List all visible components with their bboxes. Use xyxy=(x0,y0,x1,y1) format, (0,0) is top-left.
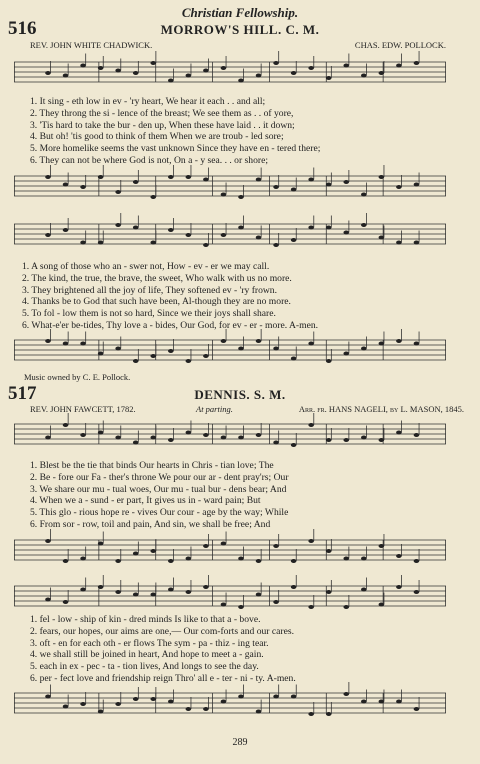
note-head xyxy=(308,342,314,346)
note-head xyxy=(45,436,51,440)
note-head xyxy=(361,74,367,78)
note-head xyxy=(396,339,402,343)
note-head xyxy=(343,605,349,609)
note-head xyxy=(273,243,279,247)
tune-title-516: MORROW'S HILL. C. M. xyxy=(160,22,320,37)
note-head xyxy=(98,175,104,179)
verse-line: 1. fel - low - ship of kin - dred minds Is like to that a - bove. xyxy=(30,614,261,625)
note-head xyxy=(203,69,209,73)
note-head xyxy=(308,605,314,609)
note-head xyxy=(256,593,262,597)
note-head xyxy=(414,183,420,187)
note-head xyxy=(150,241,156,245)
note-head xyxy=(186,590,192,594)
note-head xyxy=(343,438,349,442)
note-head xyxy=(63,423,69,427)
page-number: 289 xyxy=(232,737,248,748)
note-head xyxy=(115,590,121,594)
note-head xyxy=(221,603,227,607)
verse-line: 6. What-e'er be-tides, Thy love a - bides, Our God, for ev - er - more. A-men. xyxy=(22,319,319,331)
note-head xyxy=(80,433,86,437)
note-head xyxy=(238,557,244,561)
note-head xyxy=(80,342,86,346)
note-head xyxy=(168,175,174,179)
note-head xyxy=(203,707,209,711)
note-head xyxy=(203,243,209,247)
note-head xyxy=(238,347,244,351)
note-head xyxy=(168,228,174,232)
note-head xyxy=(361,223,367,227)
note-head xyxy=(256,559,262,563)
note-head xyxy=(115,69,121,73)
music-staff-516-bass-2 xyxy=(14,334,446,368)
lyrics-516-part2 xyxy=(22,261,318,332)
note-head xyxy=(308,66,314,70)
verse-line: 3. We share our mu - tual woes, Our mu - tual bur - dens bear; And xyxy=(30,483,287,495)
note-head xyxy=(308,178,314,182)
note-head xyxy=(273,544,279,548)
note-head xyxy=(45,71,51,75)
verse-line: 4. When we a - sund - er part, It gives us in - ward pain; But xyxy=(30,495,261,507)
occasion-note-517: At parting. xyxy=(196,404,233,414)
note-head xyxy=(186,175,192,179)
verse-line: 5. This glo - rious hope re - vives Our cour - age by the way; While xyxy=(30,507,289,519)
verse-line: 3. They brightened all the joy of life, They softened ev - 'ry frown. xyxy=(22,284,278,296)
note-head xyxy=(361,436,367,440)
note-head xyxy=(361,588,367,592)
verse-line: 5. More homelike seems the vast unknown Since they have en - tered there; xyxy=(30,143,321,155)
note-head xyxy=(361,347,367,351)
note-head xyxy=(133,180,139,184)
note-head xyxy=(256,710,262,714)
note-head xyxy=(203,178,209,182)
note-head xyxy=(361,557,367,561)
note-head xyxy=(414,61,420,65)
note-head xyxy=(238,226,244,230)
note-head xyxy=(80,557,86,561)
note-head xyxy=(379,700,385,704)
note-head xyxy=(273,441,279,445)
note-head xyxy=(98,352,104,356)
note-head xyxy=(379,175,385,179)
note-head xyxy=(80,588,86,592)
note-head xyxy=(168,700,174,704)
music-staff-517-treble-1 xyxy=(14,418,446,452)
note-head xyxy=(63,228,69,232)
verse-line: 3. oft - en for each oth - er flows The sym - pa - thiz - ing tear. xyxy=(30,637,269,649)
note-head xyxy=(291,585,297,589)
verse-line: 2. They throng the si - lence of the breast; We see them as . . of yore, xyxy=(30,107,294,119)
verse-line: 4. Thanks be to God that such have been, Al-though they are no more. xyxy=(22,296,291,308)
note-head xyxy=(63,183,69,187)
note-head xyxy=(379,603,385,607)
note-head xyxy=(273,61,279,65)
music-staff-516-bass-1 xyxy=(14,170,446,204)
note-head xyxy=(326,359,332,363)
note-head xyxy=(414,590,420,594)
note-head xyxy=(221,66,227,70)
note-head xyxy=(273,185,279,189)
music-credit-516: CHAS. EDW. POLLOCK. xyxy=(354,40,446,50)
note-head xyxy=(45,539,51,543)
note-head xyxy=(238,695,244,699)
note-head xyxy=(379,438,385,442)
note-head xyxy=(291,443,297,447)
note-head xyxy=(326,183,332,187)
note-head xyxy=(221,700,227,704)
verse-line: 1. Blest be the tie that binds Our hearts in Chris - tian love; The xyxy=(30,460,274,471)
note-head xyxy=(203,585,209,589)
note-head xyxy=(186,431,192,435)
note-head xyxy=(186,707,192,711)
note-head xyxy=(414,433,420,437)
note-head xyxy=(150,61,156,65)
music-staff-517-bass-2 xyxy=(14,687,446,721)
verse-line: 1. It sing - eth low in ev - 'ry heart, We hear it each . . and all; xyxy=(30,96,266,107)
note-head xyxy=(256,433,262,437)
note-head xyxy=(150,195,156,199)
note-head xyxy=(186,74,192,78)
note-head xyxy=(308,423,314,427)
note-head xyxy=(63,600,69,604)
verse-line: 6. They can not be where God is not, On a - y sea. . . or shore; xyxy=(30,154,269,166)
note-head xyxy=(115,559,121,563)
note-head xyxy=(326,76,332,80)
note-head xyxy=(326,712,332,716)
note-head xyxy=(186,359,192,363)
note-head xyxy=(221,193,227,197)
note-head xyxy=(203,433,209,437)
note-head xyxy=(80,185,86,189)
note-head xyxy=(168,79,174,83)
lyrics-517-part1 xyxy=(30,460,289,531)
words-credit-516: REV. JOHN WHITE CHADWICK. xyxy=(30,40,153,50)
verse-line: 2. fears, our hopes, our aims are one,— Our com-forts and our cares. xyxy=(30,625,295,637)
note-head xyxy=(168,588,174,592)
note-head xyxy=(80,64,86,68)
note-head xyxy=(343,64,349,68)
note-head xyxy=(133,226,139,230)
verse-line: 2. Be - fore our Fa - ther's throne We pour our ar - dent pray'rs; Our xyxy=(30,471,289,483)
note-head xyxy=(98,66,104,70)
note-head xyxy=(150,436,156,440)
hymn-number-517: 517 xyxy=(8,383,37,404)
note-head xyxy=(203,354,209,358)
note-head xyxy=(326,590,332,594)
running-head: Christian Fellowship. xyxy=(181,5,299,20)
note-head xyxy=(133,552,139,556)
note-head xyxy=(343,692,349,696)
note-head xyxy=(256,236,262,240)
verse-line: 6. per - fect love and friendship reign Thro' all e - ter - ni - ty. A-men. xyxy=(30,672,296,684)
note-head xyxy=(379,342,385,346)
note-head xyxy=(45,695,51,699)
note-head xyxy=(238,79,244,83)
note-head xyxy=(379,544,385,548)
note-head xyxy=(221,542,227,546)
note-head xyxy=(115,436,121,440)
tune-title-517: DENNIS. S. M. xyxy=(194,387,286,402)
note-head xyxy=(238,605,244,609)
note-head xyxy=(326,549,332,553)
verse-line: 6. From sor - row, toil and pain, And sin, we shall be free; And xyxy=(30,518,271,530)
note-head xyxy=(80,702,86,706)
note-head xyxy=(396,241,402,245)
note-head xyxy=(273,695,279,699)
note-head xyxy=(221,436,227,440)
note-head xyxy=(396,554,402,558)
note-head xyxy=(308,226,314,230)
note-head xyxy=(133,593,139,597)
note-head xyxy=(115,702,121,706)
note-head xyxy=(326,226,332,230)
music-ownership-note: Music owned by C. E. Pollock. xyxy=(24,372,131,382)
note-head xyxy=(133,71,139,75)
lyrics-516-part1 xyxy=(30,96,320,167)
note-head xyxy=(150,354,156,358)
note-head xyxy=(379,71,385,75)
note-head xyxy=(256,339,262,343)
note-head xyxy=(133,359,139,363)
note-head xyxy=(45,233,51,237)
note-head xyxy=(291,357,297,361)
note-head xyxy=(45,175,51,179)
note-head xyxy=(63,559,69,563)
note-head xyxy=(343,352,349,356)
note-head xyxy=(98,431,104,435)
note-head xyxy=(291,71,297,75)
verse-line: 4. we shall still be joined in heart, And hope to meet a - gain. xyxy=(30,649,264,661)
note-head xyxy=(256,74,262,78)
note-head xyxy=(133,697,139,701)
note-head xyxy=(343,557,349,561)
words-credit-517: REV. JOHN FAWCETT, 1782. xyxy=(30,404,136,414)
note-head xyxy=(238,436,244,440)
note-head xyxy=(291,695,297,699)
note-head xyxy=(168,438,174,442)
note-head xyxy=(45,598,51,602)
note-head xyxy=(379,236,385,240)
note-head xyxy=(98,585,104,589)
note-head xyxy=(291,238,297,242)
note-head xyxy=(291,559,297,563)
note-head xyxy=(150,593,156,597)
note-head xyxy=(221,233,227,237)
note-head xyxy=(115,223,121,227)
note-head xyxy=(414,559,420,563)
verse-line: 1. A song of those who an - swer not, How - ev - er we may call. xyxy=(22,261,270,272)
note-head xyxy=(343,180,349,184)
note-head xyxy=(63,705,69,709)
note-head xyxy=(396,64,402,68)
verse-line: 5. each in ex - pec - ta - tion lives, And longs to see the day. xyxy=(30,661,259,673)
note-head xyxy=(45,339,51,343)
note-head xyxy=(361,700,367,704)
note-head xyxy=(273,347,279,351)
note-head xyxy=(98,710,104,714)
note-head xyxy=(361,193,367,197)
music-staff-517-treble-2 xyxy=(14,580,446,614)
note-head xyxy=(396,431,402,435)
music-credit-517: Arr. fr. HANS NAGELI, by L. MASON, 1845. xyxy=(298,404,464,414)
note-head xyxy=(326,438,332,442)
note-head xyxy=(414,707,420,711)
note-head xyxy=(186,233,192,237)
note-head xyxy=(396,585,402,589)
note-head xyxy=(98,241,104,245)
note-head xyxy=(80,241,86,245)
note-head xyxy=(396,700,402,704)
verse-line: 5. To fol - low them is not so hard, Since we their joys shall share. xyxy=(22,308,276,320)
note-head xyxy=(308,539,314,543)
music-staff-516-treble-2 xyxy=(14,218,446,252)
note-head xyxy=(150,549,156,553)
note-head xyxy=(168,559,174,563)
hymn-number-516: 516 xyxy=(8,18,37,39)
note-head xyxy=(414,241,420,245)
note-head xyxy=(63,342,69,346)
note-head xyxy=(203,544,209,548)
note-head xyxy=(396,185,402,189)
note-head xyxy=(150,697,156,701)
note-head xyxy=(343,231,349,235)
note-head xyxy=(238,195,244,199)
note-head xyxy=(63,74,69,78)
note-head xyxy=(291,188,297,192)
lyrics-517-part2 xyxy=(30,614,296,685)
verse-line: 2. The kind, the true, the brave, the sweet, Who walk with us no more. xyxy=(22,272,292,284)
verse-line: 4. But oh! 'tis good to think of them When we are troub - led sore; xyxy=(30,131,284,143)
note-head xyxy=(273,600,279,604)
music-staff-517-bass-1 xyxy=(14,534,446,568)
note-head xyxy=(98,542,104,546)
note-head xyxy=(168,349,174,353)
note-head xyxy=(256,178,262,182)
note-head xyxy=(115,190,121,194)
note-head xyxy=(133,441,139,445)
verse-line: 3. 'Tis hard to take the bur - den up, When these have laid . . it down; xyxy=(30,119,295,131)
note-head xyxy=(115,347,121,351)
note-head xyxy=(308,712,314,716)
note-head xyxy=(221,339,227,343)
note-head xyxy=(186,557,192,561)
note-head xyxy=(414,342,420,346)
music-staff-516-treble-1 xyxy=(14,56,446,90)
